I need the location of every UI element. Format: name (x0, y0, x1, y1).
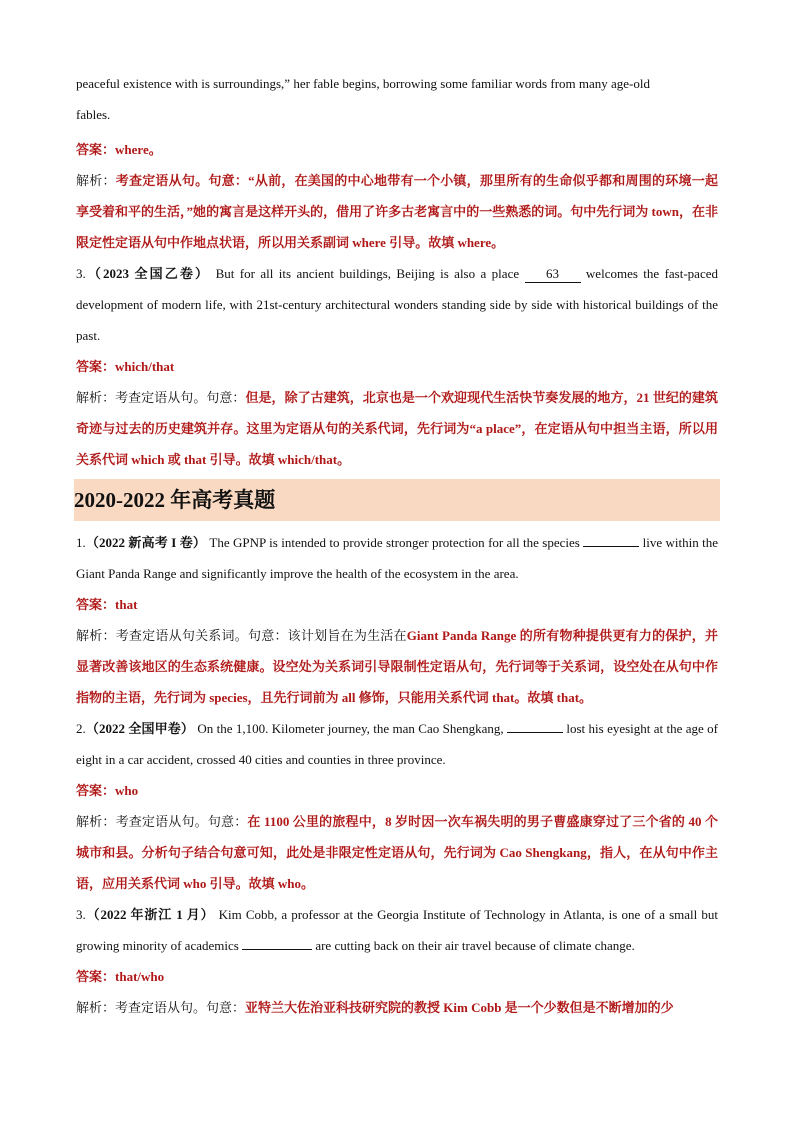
analysis-label: 解析： (76, 390, 116, 405)
question-source: （2022 新高考 I 卷） (85, 535, 206, 550)
answer-line (76, 961, 718, 992)
answer-blank: 63 (525, 266, 581, 283)
analysis-text-plain: 考查定语从句。句意： (115, 814, 248, 829)
analysis-text-plain: 考查定语从句。句意： (115, 1000, 246, 1015)
analysis-label: 解析： (76, 1000, 116, 1015)
answer-blank (583, 546, 639, 547)
answer-value: where。 (115, 142, 162, 157)
answer-blank (242, 949, 312, 950)
answer-label: 答案： (76, 783, 116, 798)
analysis-text: 亚特兰大佐治亚科技研究院的教授 Kim Cobb 是一个少数但是不断增加的少 (245, 1000, 674, 1015)
page-content (76, 72, 718, 1023)
analysis-paragraph (76, 992, 718, 1023)
analysis-paragraph (76, 620, 718, 713)
analysis-text-plain: 考查定语从句关系词。句意：该计划旨在为生活在 (115, 628, 407, 643)
question-number: 2. (76, 721, 86, 736)
question-paragraph (76, 258, 718, 351)
question-text-line: peaceful existence with is surroundings,” her fable begins, borrowing some familiar words from many age-old (76, 76, 650, 91)
question-number: 3. (76, 266, 86, 281)
answer-value: that/who (115, 969, 165, 984)
question-paragraph (76, 899, 718, 961)
answer-label: 答案： (76, 597, 116, 612)
answer-line (76, 589, 718, 620)
analysis-text: 但是，除了古建筑，北京也是一个欢迎现代生活快节奏发展的地方，21 世纪的建筑奇迹与过去的历史建筑并存。这里为定语从句的关系代词，先行词为“a place”，在定语从句中担当主语，所以用关系代词 which 或 that 引导。故填 which/that。 (76, 390, 718, 467)
question-text: But for all its ancient buildings, Beijing is also a place (215, 266, 520, 281)
analysis-text-plain: 考查定语从句。句意： (115, 390, 246, 405)
analysis-text: Giant Panda Range 的所有物种提供更有力的保护，并显著改善该地区的生态系统健康。设空处为关系词引导限制性定语从句，先行词等于关系词，设空处在从句中作指物的主语，先行词为 species，且先行词前为 all 修饰，只能用关系代词 that。故填 that。 (76, 628, 718, 705)
question-text: welcomes the fast-paced development of modern life, with 21st-century architectural wonders standing side by side with historical buildings of the past. (76, 266, 718, 343)
section-heading (74, 479, 720, 521)
question-paragraph (76, 713, 718, 775)
section-heading-text: 2020-2022 年高考真题 (74, 488, 276, 512)
question-text-line: fables. (76, 107, 111, 122)
question-source: （2022 全国甲卷） (85, 721, 194, 736)
question-text: are cutting back on their air travel because of climate change. (315, 938, 635, 953)
question-source: （2023 全国乙卷） (85, 266, 211, 281)
analysis-paragraph (76, 806, 718, 899)
analysis-label: 解析： (76, 173, 116, 188)
question-number: 3. (76, 907, 86, 922)
analysis-text: 考查定语从句。句意：“从前，在美国的中心地带有一个小镇，那里所有的生命似乎都和周围的环境一起享受着和平的生活，”她的寓言是这样开头的，借用了许多古老寓言中的一些熟悉的词。句中先行词为 town，在非限定性定语从句中作地点状语，所以用关系副词 where 引导。故填 where。 (76, 173, 718, 250)
analysis-label: 解析： (76, 814, 116, 829)
question-text: The GPNP is intended to provide stronger protection for all the species (209, 535, 580, 550)
answer-line (76, 775, 718, 806)
question-paragraph (76, 527, 718, 589)
analysis-paragraph (76, 165, 718, 258)
answer-value: that (115, 597, 138, 612)
answer-blank (507, 732, 563, 733)
answer-value: who (115, 783, 139, 798)
question-source: （2022 年浙江 1 月） (85, 907, 215, 922)
answer-label: 答案： (76, 142, 116, 157)
answer-label: 答案： (76, 969, 116, 984)
analysis-label: 解析： (76, 628, 116, 643)
answer-line (76, 351, 718, 382)
question-text: live within the Giant Panda Range and significantly improve the health of the ecosystem in the area. (76, 535, 719, 581)
question-text: On the 1,100. Kilometer journey, the man Cao Shengkang, (197, 721, 504, 736)
answer-label: 答案： (76, 359, 116, 374)
question-text: lost his eyesight at the age of eight in a car accident, crossed 40 cities and counties in three province. (76, 721, 719, 767)
answer-line (76, 134, 718, 165)
question-number: 1. (76, 535, 86, 550)
answer-value: which/that (115, 359, 175, 374)
analysis-text: 在 1100 公里的旅程中，8 岁时因一次车祸失明的男子曹盛康穿过了三个省的 40 个城市和县。分析句子结合句意可知，此处是非限定性定语从句，先行词为 Cao Shengkang，指人，在从句中作主语，应用关系代词 who 引导。故填 who。 (76, 814, 718, 891)
question-text: Kim Cobb, a professor at the Georgia Institute of Technology in Atlanta, is one of a small but growing minority of academics (76, 907, 718, 953)
analysis-paragraph (76, 382, 718, 475)
